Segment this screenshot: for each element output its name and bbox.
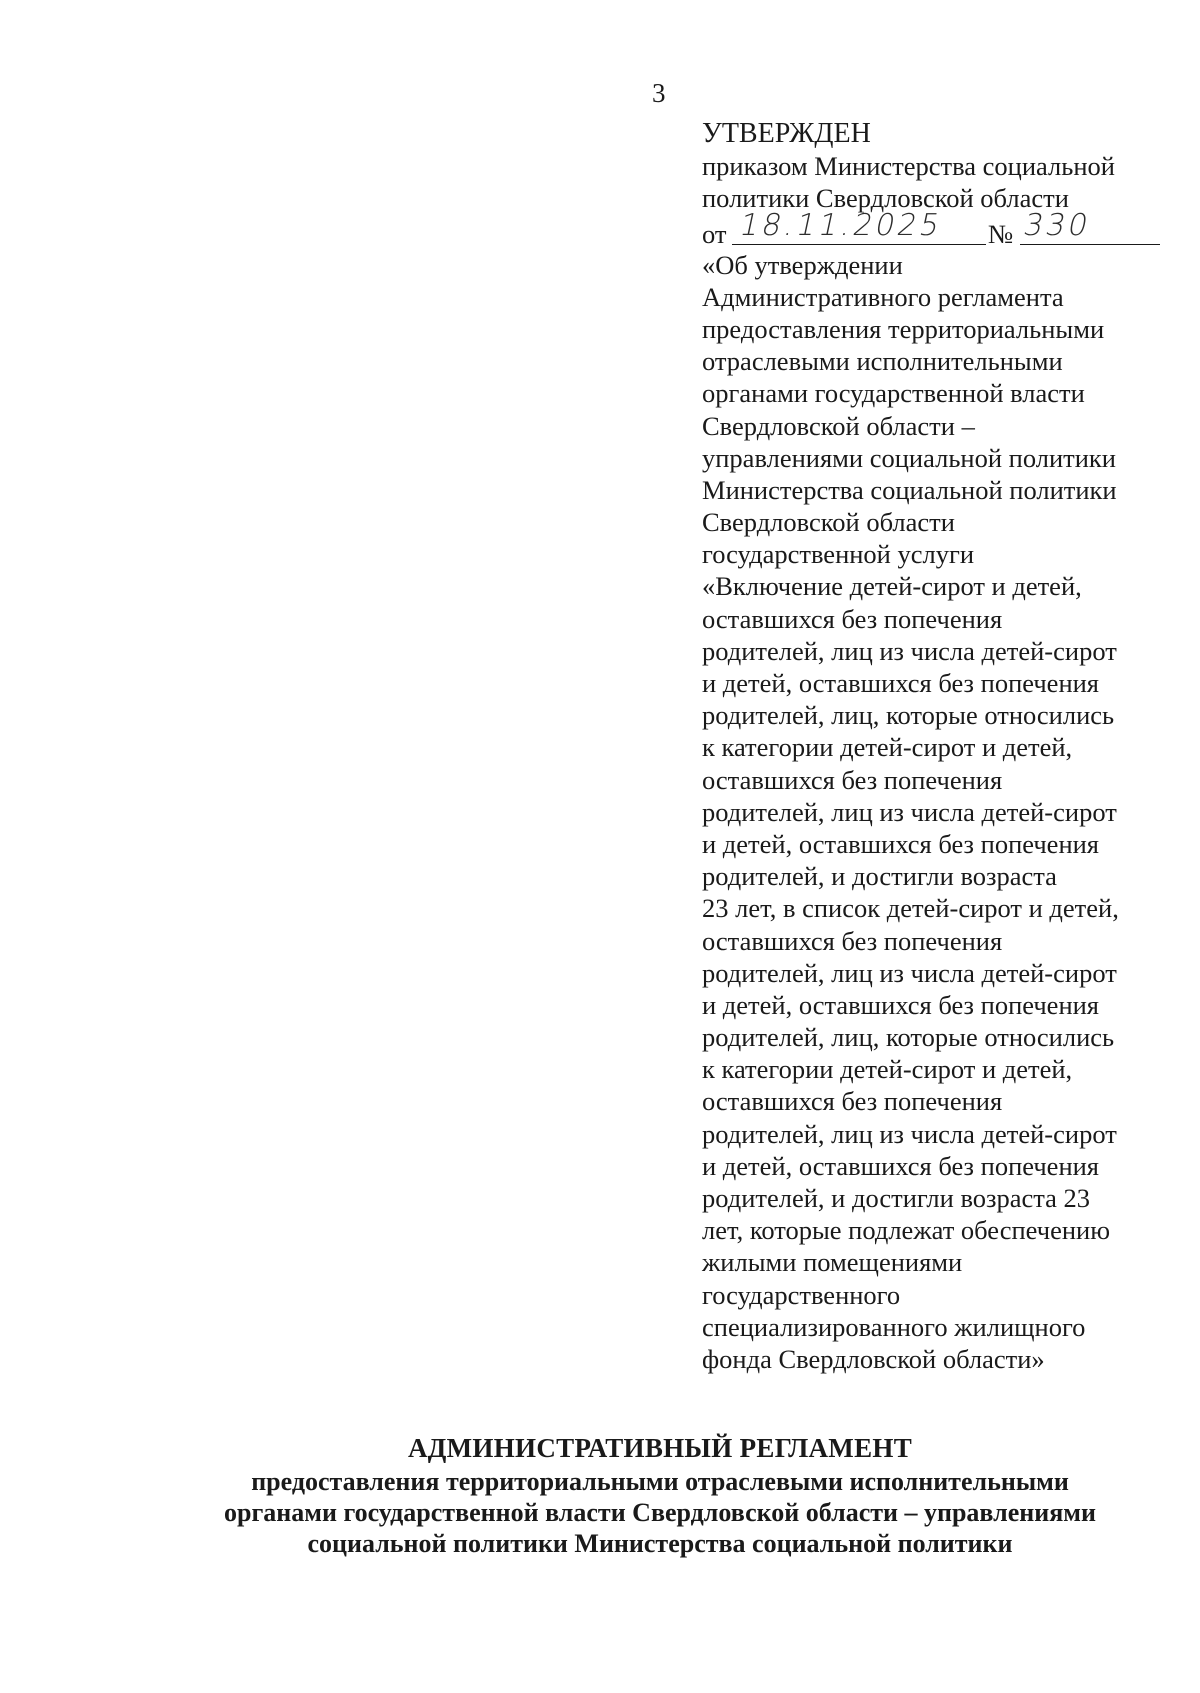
date-underline	[732, 244, 986, 245]
approval-subject-line: родителей, и достигли возраста	[702, 861, 1057, 892]
approval-subject-line: родителей, лиц, которые относились	[702, 700, 1115, 731]
approval-subject-line: фонда Свердловской области»	[702, 1343, 1045, 1374]
approval-subject-line: «Об утверждении	[702, 249, 903, 280]
number-prefix: №	[988, 218, 1014, 249]
number-underline	[1020, 244, 1160, 245]
approval-subject-line: оставшихся без попечения	[702, 925, 1003, 956]
approval-subject-line: и детей, оставшихся без попечения	[702, 668, 1099, 698]
approval-date-line	[702, 207, 1172, 249]
approval-subject-line: Министерства социальной политики	[702, 474, 1117, 505]
date-prefix: от	[702, 218, 727, 249]
approval-issuer-line: политики Свердловской области	[702, 183, 1069, 214]
approval-subject-line: предоставления территориальными	[702, 313, 1105, 344]
approval-subject-line: жилыми помещениями	[702, 1247, 963, 1278]
approval-subject-line: государственной услуги	[702, 539, 975, 570]
approval-subject-line: оставшихся без попечения	[702, 764, 1003, 795]
approval-subject-line: к категории детей-сирот и детей,	[702, 732, 1073, 763]
approval-subject-line: «Включение детей-сирот и детей,	[702, 571, 1082, 602]
document-title: АДМИНИСТРАТИВНЫЙ РЕГЛАМЕНТ	[407, 1433, 913, 1463]
approval-subject-line: оставшихся без попечения	[702, 603, 1003, 634]
approval-subject-line: отраслевыми исполнительными	[702, 346, 1063, 377]
approval-subject-line: специализированного жилищного	[702, 1311, 1086, 1342]
approval-subject-line: и детей, оставшихся без попечения	[702, 1150, 1099, 1181]
approval-issuer-line: приказом Министерства социальной	[702, 151, 1115, 182]
document-subtitle-line: органами государственной власти Свердловской области – управлениями	[224, 1498, 1096, 1527]
approval-subject-line: родителей, лиц, которые относились	[702, 1022, 1115, 1053]
handwritten-number: 330	[1020, 207, 1095, 243]
approval-subject-line: государственного	[702, 1279, 901, 1310]
approval-subject-line: и детей, оставшихся без попечения	[702, 989, 1099, 1020]
handwritten-date: 18.11.2025	[736, 207, 946, 243]
document-title-block	[0, 1430, 1200, 1559]
approval-subject-line: родителей, лиц из числа детей-сирот	[702, 635, 1117, 666]
approval-subject-line: и детей, оставшихся без попечения	[702, 828, 1099, 859]
approval-subject-line: родителей, и достигли возраста 23	[702, 1183, 1091, 1213]
approval-subject-line: лет, которые подлежат обеспечению	[702, 1215, 1111, 1246]
approval-subject-line: Свердловской области –	[702, 410, 975, 441]
approval-stamp-block	[702, 118, 1172, 1375]
approval-subject-line: органами государственной власти	[702, 378, 1085, 409]
approval-subject-line: к категории детей-сирот и детей,	[702, 1054, 1073, 1085]
document-subtitle-line: предоставления территориальными отраслевыми исполнительными	[251, 1467, 1069, 1496]
document-subtitle-line: социальной политики Министерства социальной политики	[307, 1529, 1013, 1558]
approval-subject-line: родителей, лиц из числа детей-сирот	[702, 1118, 1117, 1149]
approval-subject-line: родителей, лиц из числа детей-сирот	[702, 957, 1117, 988]
approval-subject-line: Административного регламента	[702, 281, 1064, 312]
approval-subject-line: родителей, лиц из числа детей-сирот	[702, 796, 1117, 827]
approval-subject-line: управлениями социальной политики	[702, 442, 1116, 473]
approval-heading: УТВЕРЖДЕН	[702, 118, 871, 149]
approval-subject-line: оставшихся без попечения	[702, 1086, 1003, 1117]
approval-subject-line: 23 лет, в список детей-сирот и детей,	[702, 893, 1119, 924]
approval-subject-line: Свердловской области	[702, 507, 955, 538]
page-number: 3	[652, 78, 666, 108]
